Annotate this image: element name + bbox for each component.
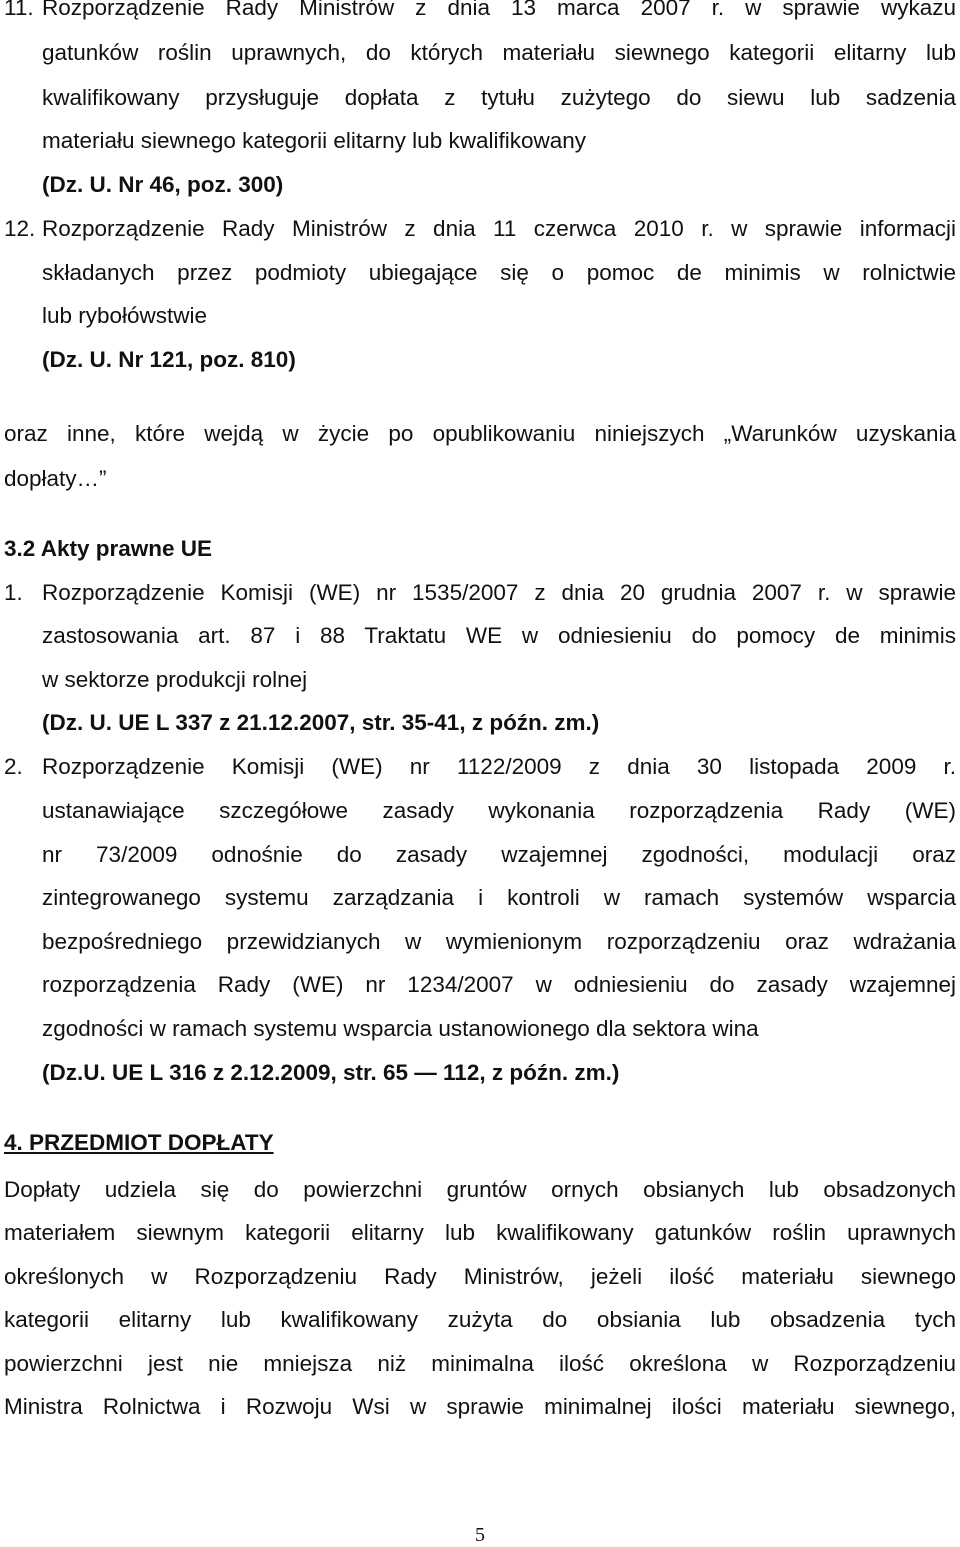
paragraph-line: dopłaty…” (4, 466, 107, 491)
item-text-line: materiału siewnego kategorii elitarny lub kwalifikowany (42, 128, 587, 153)
item-citation: (Dz.U. UE L 316 z 2.12.2009, str. 65 — 112, z późn. zm.) (42, 1060, 620, 1085)
item-number: 11. (4, 0, 34, 20)
item-number: 2. (4, 754, 23, 779)
page-number: 5 (475, 1524, 485, 1546)
paragraph-line: oraz inne, które wejdą w życie po opublikowaniu niniejszych „Warunków uzyskania (4, 421, 956, 446)
item-number: 1. (4, 580, 23, 605)
section-heading: 4. PRZEDMIOT DOPŁATY (4, 1130, 274, 1155)
item-citation: (Dz. U. Nr 121, poz. 810) (42, 347, 296, 372)
paragraph-line: Dopłaty udziela się do powierzchni gruntów ornych obsianych lub obsadzonych (4, 1177, 956, 1202)
paragraph-line: powierzchni jest nie mniejsza niż minimalna ilość określona w Rozporządzeniu (4, 1351, 956, 1376)
section-heading: 3.2 Akty prawne UE (4, 536, 212, 561)
item-text-line: kwalifikowany przysługuje dopłata z tytułu zużytego do siewu lub sadzenia (42, 85, 956, 110)
item-text-line: w sektorze produkcji rolnej (42, 667, 308, 692)
item-number: 12. (4, 216, 36, 241)
item-text-line: lub rybołówstwie (42, 303, 208, 328)
item-text-line: rozporządzenia Rady (WE) nr 1234/2007 w odniesieniu do zasady wzajemnej (42, 972, 956, 997)
item-citation: (Dz. U. UE L 337 z 21.12.2007, str. 35-41, z późn. zm.) (42, 710, 600, 735)
item-text-line: gatunków roślin uprawnych, do których materiału siewnego kategorii elitarny lub (42, 40, 956, 65)
item-text-line: Rozporządzenie Komisji (WE) nr 1535/2007 z dnia 20 grudnia 2007 r. w sprawie (42, 580, 956, 605)
paragraph-line: materiałem siewnym kategorii elitarny lub kwalifikowany gatunków roślin uprawnych (4, 1220, 956, 1245)
item-text-line: zastosowania art. 87 i 88 Traktatu WE w odniesieniu do pomocy de minimis (42, 623, 956, 648)
item-text-line: Rozporządzenie Komisji (WE) nr 1122/2009 z dnia 30 listopada 2009 r. (42, 754, 956, 779)
item-text-line: nr 73/2009 odnośnie do zasady wzajemnej zgodności, modulacji oraz (42, 842, 956, 867)
item-citation: (Dz. U. Nr 46, poz. 300) (42, 172, 284, 197)
item-text-line: ustanawiające szczegółowe zasady wykonania rozporządzenia Rady (WE) (42, 798, 956, 823)
item-text-line: Rozporządzenie Rady Ministrów z dnia 13 marca 2007 r. w sprawie wykazu (42, 0, 956, 20)
item-text-line: bezpośredniego przewidzianych w wymienionym rozporządzeniu oraz wdrażania (42, 929, 956, 954)
paragraph-line: określonych w Rozporządzeniu Rady Ministrów, jeżeli ilość materiału siewnego (4, 1264, 956, 1289)
paragraph-line: kategorii elitarny lub kwalifikowany zużyta do obsiania lub obsadzenia tych (4, 1307, 956, 1332)
paragraph-line: Ministra Rolnictwa i Rozwoju Wsi w sprawie minimalnej ilości materiału siewnego, (4, 1394, 956, 1419)
item-text-line: składanych przez podmioty ubiegające się o pomoc de minimis w rolnictwie (42, 260, 956, 285)
item-text-line: Rozporządzenie Rady Ministrów z dnia 11 czerwca 2010 r. w sprawie informacji (42, 216, 956, 241)
item-text-line: zgodności w ramach systemu wsparcia ustanowionego dla sektora wina (42, 1016, 759, 1041)
item-text-line: zintegrowanego systemu zarządzania i kontroli w ramach systemów wsparcia (42, 885, 956, 910)
